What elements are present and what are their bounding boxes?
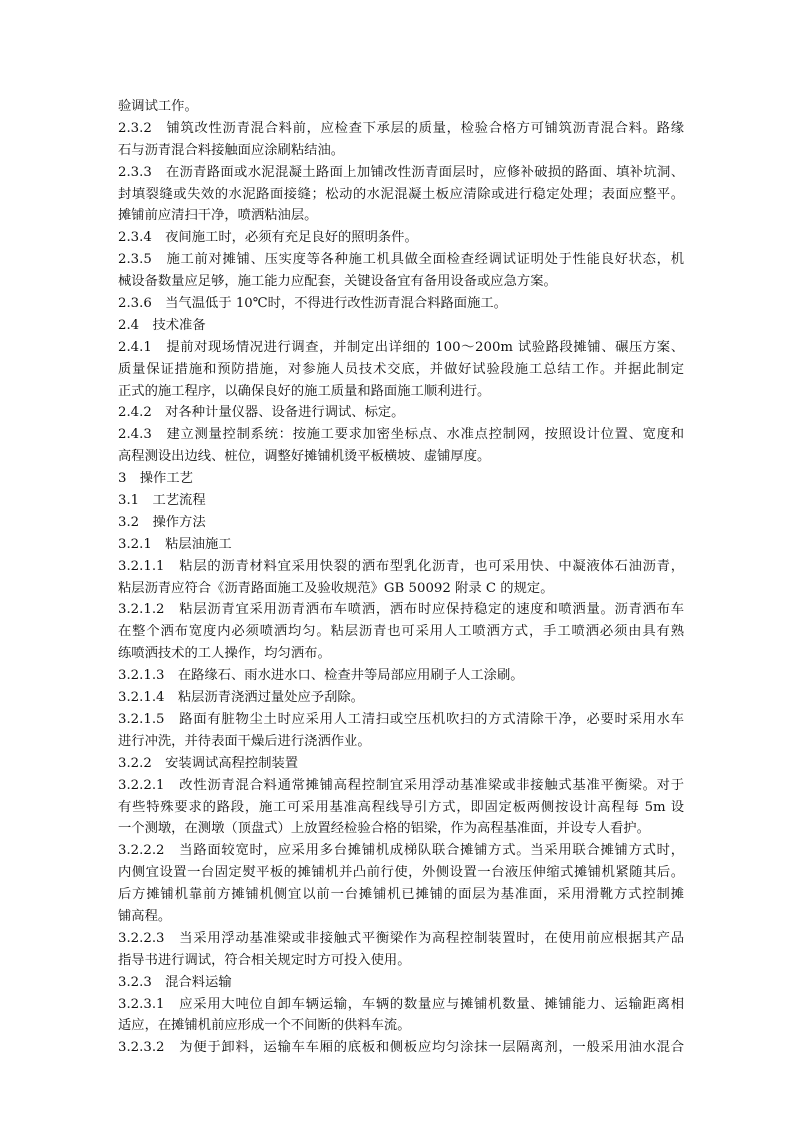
- section-3-2-2-2-line-1: 3.2.2.2 当路面较宽时，应采用多台摊铺机成梯队联合摊铺方式。当采用联合摊铺方式时，: [118, 843, 684, 859]
- heading-3-2: 3.2 操作方法: [118, 514, 206, 530]
- heading-2-4: 2.4 技术准备: [118, 317, 206, 333]
- heading-3-2-2: 3.2.2 安装调试高程控制装置: [118, 755, 299, 771]
- section-3-2-2-1-line-3: 一个测墩，在测墩（顶盘式）上放置经检验合格的铝梁，作为高程基准面，并设专人看护。: [118, 821, 650, 837]
- section-2-3-2-line-1: 2.3.2 铺筑改性沥青混合料前，应检查下承层的质量，检验合格方可铺筑沥青混合料。路缘: [118, 120, 684, 136]
- section-3-2-1-4-line-1: 3.2.1.4 粘层沥青浇洒过量处应予刮除。: [118, 690, 364, 706]
- section-2-4-3-line-1: 2.4.3 建立测量控制系统：按施工要求加密坐标点、水准点控制网，按照设计位置、宽度和: [118, 427, 684, 443]
- section-3-2-1-3-line-1: 3.2.1.3 在路缘石、雨水进水口、检查井等局部应用刷子人工涂刷。: [118, 668, 524, 684]
- section-2-3-5-line-1: 2.3.5 施工前对摊铺、压实度等各种施工机具做全面检查经调试证明处于性能良好状态，机: [118, 252, 684, 268]
- section-3-2-1-2-line-1: 3.2.1.2 粘层沥青宜采用沥青洒布车喷洒，洒布时应保持稳定的速度和喷洒量。沥青洒布车: [118, 602, 684, 618]
- section-3-2-2-1-line-2: 有些特殊要求的路段，施工可采用基准高程线导引方式，即固定板两侧按设计高程每 5m 设: [118, 799, 684, 815]
- section-2-4-1-line-2: 质量保证措施和预防措施，对参施人员技术交底，并做好试验段施工总结工作。并据此制定: [118, 361, 684, 377]
- section-3-2-3-1-line-2: 适应，在摊铺机前应形成一个不间断的供料车流。: [118, 1018, 411, 1034]
- section-2-3-4-line-1: 2.3.4 夜间施工时，必须有充足良好的照明条件。: [118, 230, 418, 246]
- body-line-continuation: 验调试工作。: [118, 99, 198, 114]
- section-3-2-1-2-line-3: 练喷洒技术的工人操作，均匀洒布。: [118, 646, 331, 662]
- section-3-2-1-1-line-2: 粘层沥青应符合《沥青路面施工及验收规范》GB 50092 附录 C 的规定。: [118, 580, 554, 596]
- section-3-2-2-3-line-1: 3.2.2.3 当采用浮动基准梁或非接触式平衡梁作为高程控制装置时，在使用前应根据其产品: [118, 930, 684, 946]
- section-2-4-3-line-2: 高程测设出边线、桩位，调整好摊铺机烫平板横坡、虚铺厚度。: [118, 449, 491, 465]
- heading-3-2-1: 3.2.1 粘层油施工: [118, 536, 232, 552]
- section-2-4-2-line-1: 2.4.2 对各种计量仪器、设备进行调试、标定。: [118, 405, 405, 421]
- section-2-3-3-line-3: 摊铺前应清扫干净，喷洒粘油层。: [118, 208, 318, 224]
- section-3-2-1-5-line-1: 3.2.1.5 路面有脏物尘土时应采用人工清扫或空压机吹扫的方式清除干净，必要时采用水车: [118, 711, 684, 727]
- section-3-2-3-2-line-1: 3.2.3.2 为便于卸料，运输车车厢的底板和侧板应均匀涂抹一层隔离剂，一般采用油水混合: [118, 1040, 684, 1056]
- section-3-2-1-1-line-1: 3.2.1.1 粘层的沥青材料宜采用快裂的洒布型乳化沥青，也可采用快、中凝液体石油沥青，: [118, 558, 684, 574]
- section-2-3-6-line-1: 2.3.6 当气温低于 10℃时，不得进行改性沥青混合料路面施工。: [118, 296, 507, 312]
- section-2-3-2-line-2: 石与沥青混合料接触面应涂刷粘结油。: [118, 142, 345, 158]
- heading-3-2-3: 3.2.3 混合料运输: [118, 974, 232, 990]
- document-page: [118, 96, 684, 1059]
- section-3-2-1-5-line-2: 进行冲洗，并待表面干燥后进行浇洒作业。: [118, 733, 371, 749]
- section-3-2-2-2-line-3: 后方摊铺机靠前方摊铺机侧宜以前一台摊铺机已摊铺的面层为基准面，采用滑靴方式控制摊: [118, 887, 684, 903]
- section-3-2-1-2-line-2: 在整个洒布宽度内必须喷洒均匀。粘层沥青也可采用人工喷洒方式，手工喷洒必须由具有熟: [118, 624, 684, 640]
- section-2-3-5-line-2: 械设备数量应足够，施工能力应配套，关键设备宜有备用设备或应急方案。: [118, 274, 557, 290]
- heading-3-1: 3.1 工艺流程: [118, 493, 206, 509]
- section-2-4-1-line-1: 2.4.1 提前对现场情况进行调查，并制定出详细的 100～200m 试验路段摊铺、碾压方案、: [118, 339, 684, 355]
- section-3-2-3-1-line-1: 3.2.3.1 应采用大吨位自卸车辆运输，车辆的数量应与摊铺机数量、摊铺能力、运输距离相: [118, 996, 684, 1012]
- section-3-2-2-2-line-2: 内侧宜设置一台固定熨平板的摊铺机并凸前行使，外侧设置一台液压伸缩式摊铺机紧随其后。: [118, 865, 684, 881]
- section-3-2-2-2-line-4: 铺高程。: [118, 908, 172, 924]
- section-2-3-3-line-2: 封填裂缝或失效的水泥路面接缝；松动的水泥混凝土板应清除或进行稳定处理；表面应整平。: [118, 186, 684, 202]
- section-2-4-1-line-3: 正式的施工程序，以确保良好的施工质量和路面施工顺利进行。: [118, 383, 491, 399]
- section-2-3-3-line-1: 2.3.3 在沥青路面或水泥混凝土路面上加铺改性沥青面层时，应修补破损的路面、填补坑洞、: [118, 164, 684, 180]
- section-3-2-2-3-line-2: 指导书进行调试，符合相关规定时方可投入使用。: [118, 952, 411, 968]
- heading-3: 3 操作工艺: [118, 471, 193, 487]
- section-3-2-2-1-line-1: 3.2.2.1 改性沥青混合料通常摊铺高程控制宜采用浮动基准梁或非接触式基准平衡梁。对于: [118, 777, 684, 793]
